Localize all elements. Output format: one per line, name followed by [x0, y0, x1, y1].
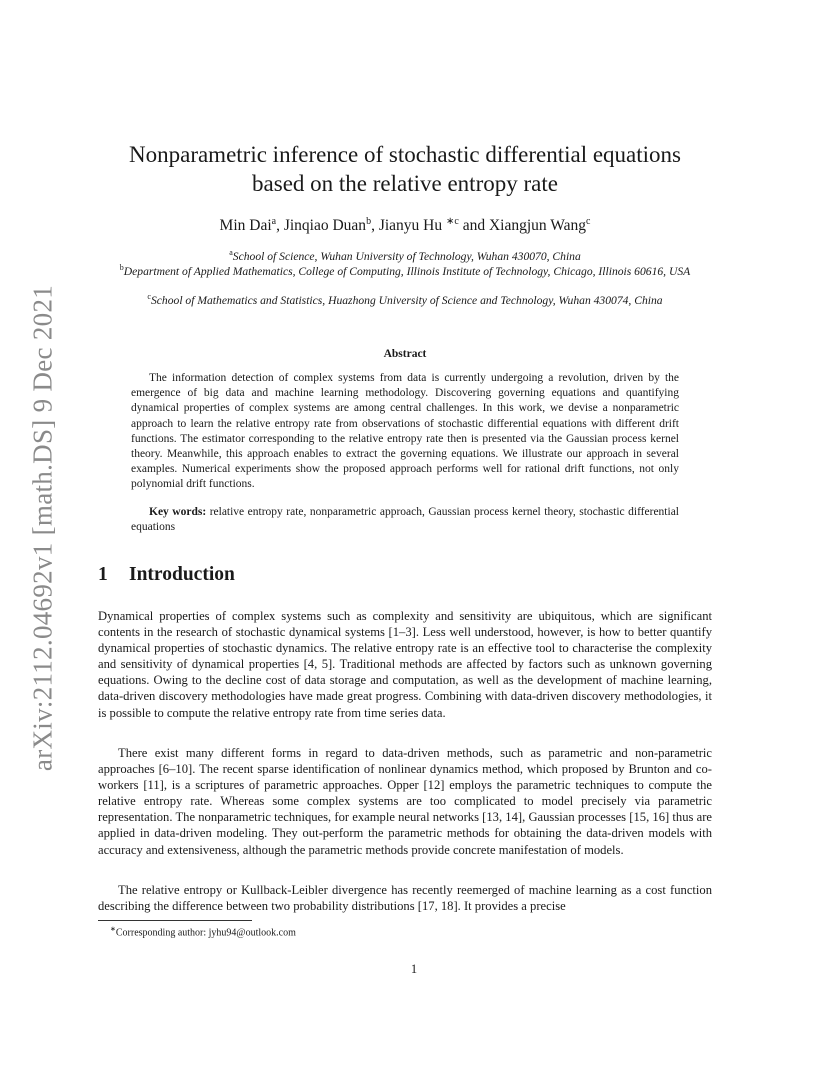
author-2: Jinqiao Duan — [283, 217, 367, 235]
section-number: 1 — [98, 564, 108, 585]
author-3-sup: ∗c — [445, 216, 459, 227]
page-number: 1 — [410, 962, 418, 976]
affiliation-b-text: Department of Applied Mathematics, College of Computing, Illinois Institute of Technology, Chicago, Illinois 60616, USA — [123, 264, 691, 278]
author-3: Jianyu Hu — [378, 217, 443, 235]
author-1-sup: a — [271, 216, 277, 227]
author-2-sup: b — [366, 216, 372, 227]
affiliation-c — [100, 290, 710, 308]
paper-title — [100, 140, 710, 198]
section-heading — [98, 564, 235, 586]
abstract-body: The information detection of complex systems from data is currently undergoing a revolution, driven by the emergence of big data and machine learning methodology. Discovering governing equations and quantifying dynamical properties of complex systems are among central challenges. In this work, we devise a nonparametric approach to learn the relative entropy rate from observations of stochastic differential equations with different drift functions. The estimator corresponding to the relative entropy rate then is presented via the Gaussian process kernel theory. Meanwhile, this approach enables to extract the governing equations. We illustrate our approach in several examples. Numerical experiments show the proposed approach performs well for rational drift functions, not only polynomial drift functions. — [131, 372, 679, 491]
title-line-2: based on the relative entropy rate — [252, 171, 558, 196]
author-list: Min Dai$^a$, Jinqiao Duan$^b$, Jianyu Hu $^{∗c}$ and Xiangjun Wang$^c$ — [219, 216, 591, 235]
paragraph-1: Dynamical properties of complex systems such as complexity and sensitivity are ubiquitous, which are significant contents in the research of stochastic dynamical systems [1–3]. Less well understood, however, is how to better quantify dynamical properties of stochastic dynamics. The relative entropy rate is an effective tool to characterise the complexity and sensitivity of dynamical properties [4, 5]. Traditional methods are affected by factors such as unknown governing equations. Owing to the decline cost of data storage and computation, as well as the development of machine learning, data-driven discovery methodologies have made great progress. Combining with data-driven discovery methodologies, it is possible to compute the relative entropy rate from time series data. — [98, 609, 712, 720]
footnote-sup: ∗ — [110, 925, 116, 933]
affiliation-c-sup: c — [147, 292, 151, 301]
author-1: Min Dai — [219, 217, 272, 235]
author-and: and — [462, 217, 486, 235]
paragraph-3: The relative entropy or Kullback-Leibler divergence has recently reemerged of machine learning as a cost function describing the difference between two probability distributions [17, 18]. It provides a precise — [98, 883, 712, 914]
arxiv-stamp: arXiv:2112.04692v1 [math.DS] 9 Dec 2021 — [27, 284, 58, 772]
keywords — [131, 505, 679, 535]
footnote — [110, 923, 296, 939]
affiliation-a-text: School of Science, Wuhan University of Technology, Wuhan 430070, China — [232, 249, 581, 263]
footnote-rule — [98, 920, 252, 921]
affiliation-b-sup: b — [119, 263, 124, 272]
paragraph-2: There exist many different forms in regard to data-driven methods, such as parametric and non-parametric approaches [6–10]. The recent sparse identification of nonlinear dynamics method, which proposed by Brunton and co-workers [11], is a scriptures of parametric approaches. Opper [12] employs the parametric techniques to compute the relative entropy rate. Whereas some complex systems are too complicated to model precisely via parametric representation. The nonparametric techniques, for example neural networks [13, 14], Gaussian processes [15, 16] thus are applied in data-driven modeling. They out-perform the parametric methods for obtaining the data-driven models with accuracy and extensiveness, although the parametric methods provide concrete manifestation of models. — [98, 746, 712, 857]
abstract-heading: Abstract — [383, 348, 427, 360]
affiliation-a-sup: a — [229, 248, 233, 257]
section-title: Introduction — [129, 564, 235, 585]
footnote-text: Corresponding author: jyhu94@outlook.com — [115, 927, 296, 939]
keywords-label: Key words: — [149, 506, 207, 518]
title-line-1: Nonparametric inference of stochastic differential equations — [129, 142, 681, 167]
author-4: Xiangjun Wang — [488, 217, 587, 235]
affiliation-c-text: School of Mathematics and Statistics, Huazhong University of Science and Technology, Wuhan 430074, China — [150, 293, 663, 307]
keywords-text: relative entropy rate, nonparametric approach, Gaussian process kernel theory, stochastic differential equations — [131, 506, 679, 534]
affiliation-b — [100, 261, 710, 279]
author-4-sup: c — [586, 216, 591, 227]
